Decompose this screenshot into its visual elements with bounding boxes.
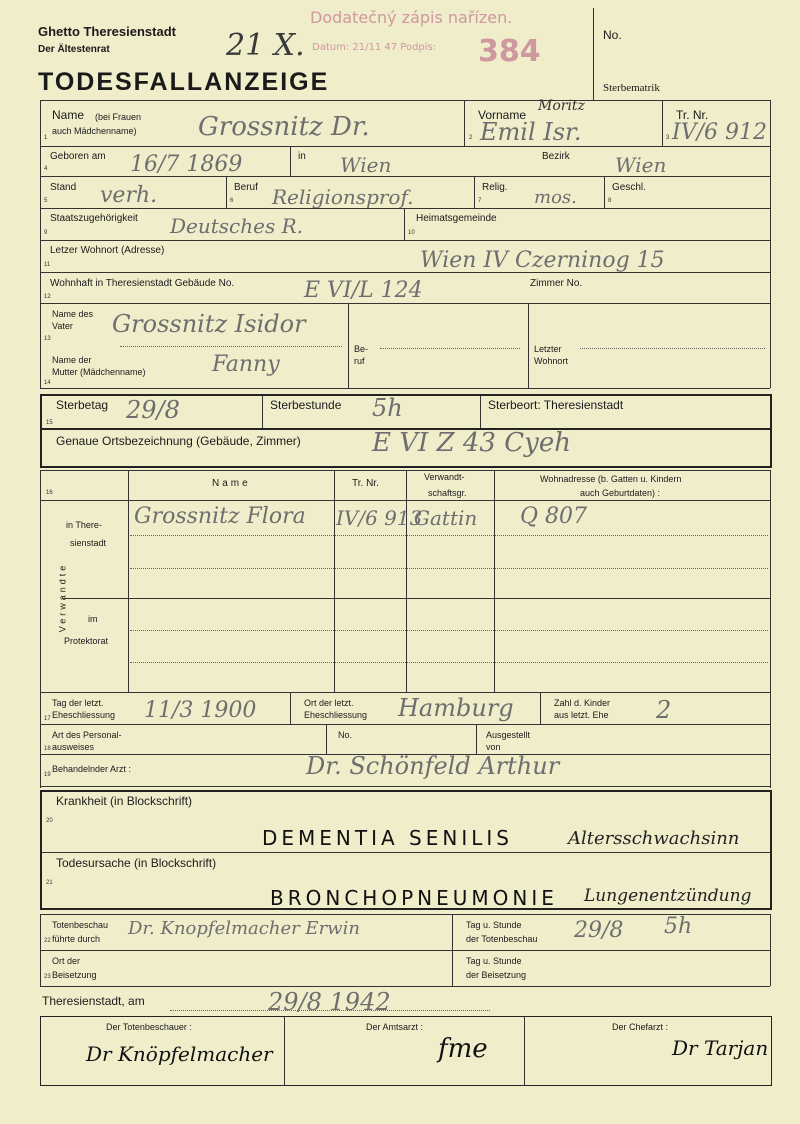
sterbeort-label: Sterbeort: Theresienstadt <box>488 398 624 412</box>
name-label-sub1: (bei Frauen <box>95 112 142 122</box>
ehe-ort-label-2: Eheschliessung <box>304 710 368 720</box>
theresienstadt-am-value: 29/8 1942 <box>268 988 391 1016</box>
row-number: 4 <box>44 166 48 172</box>
in-theresienstadt-2: sienstadt <box>70 538 107 548</box>
todesursache-label: Todesursache (in Blockschrift) <box>56 856 217 870</box>
beisetzung-ort-label-2: Beisetzung <box>52 970 97 980</box>
wohnort-label: Letzer Wohnort (Adresse) <box>50 245 165 256</box>
bezirk-label: Bezirk <box>542 151 570 162</box>
row-number: 7 <box>478 198 482 204</box>
vorname-label: Vorname <box>478 108 527 122</box>
relig-value: mos. <box>534 187 577 208</box>
row-number: 3 <box>666 135 670 141</box>
beisetzung-tag-label-2: der Beisetzung <box>466 970 527 980</box>
signature-2-label: Der Amtsarzt : <box>366 1022 424 1032</box>
relatives-side-label: Verwandte <box>57 562 68 633</box>
wohnort-value: Wien IV Czerninog 15 <box>420 248 665 273</box>
staat-label: Staatszugehörigkeit <box>50 213 138 224</box>
krankheit-label: Krankheit (in Blockschrift) <box>56 794 193 808</box>
ausgestellt-label-2: von <box>486 742 501 752</box>
geboren-label: Geboren am <box>50 151 106 162</box>
relatives-verw-col-2: schaftsgr. <box>428 488 467 498</box>
vorname-value: Emil Isr. <box>480 118 582 146</box>
relative-1-relation: Gattin <box>414 506 478 530</box>
parents-wohnort-label-2: Wohnort <box>534 356 568 366</box>
org-line-2: Der Ältestenrat <box>38 44 110 55</box>
row-number: 18 <box>44 746 51 752</box>
registration-stamp-date: Datum: 21/11 47 Podpis: <box>312 42 437 53</box>
trnr-label: Tr. Nr. <box>676 108 709 122</box>
relative-1-name: Grossnitz Flora <box>134 504 306 529</box>
signature-3: Dr Tarjan <box>672 1036 769 1060</box>
sterbetag-label: Sterbetag <box>56 398 109 412</box>
registration-stamp-number: 384 <box>478 34 541 69</box>
beschau-label-2: führte durch <box>52 934 101 944</box>
ortsbezeichnung-label: Genaue Ortsbezeichnung (Gebäude, Zimmer) <box>56 434 301 448</box>
relative-1-address: Q 807 <box>520 504 588 529</box>
row-number: 23 <box>44 974 51 980</box>
stand-label: Stand <box>50 182 77 193</box>
parents-beruf-label-1: Be- <box>354 344 369 354</box>
mutter-value: Fanny <box>212 352 280 377</box>
beisetzung-tag-label-1: Tag u. Stunde <box>466 956 522 966</box>
handwritten-number: 21 X. <box>226 28 305 63</box>
sterbetag-value: 29/8 <box>126 396 180 424</box>
row-number: 16 <box>46 490 53 496</box>
no-label: No. <box>603 28 622 42</box>
row-number: 1 <box>44 135 48 141</box>
row-number: 8 <box>608 198 612 204</box>
krankheit-value: DEMENTIA SENILIS <box>262 826 513 850</box>
wohnhaft-label: Wohnhaft in Theresienstadt Gebäude No. <box>50 278 235 289</box>
relative-1-trnr: IV/6 913 <box>336 506 423 530</box>
row-number: 22 <box>44 938 51 944</box>
protektorat-label: Protektorat <box>64 636 109 646</box>
row-number: 5 <box>44 198 48 204</box>
vater-label-1: Name des <box>52 309 94 319</box>
org-line-1: Ghetto Theresienstadt <box>38 24 176 39</box>
row-number: 21 <box>46 880 53 886</box>
ehe-ort-value: Hamburg <box>398 694 514 722</box>
ausgestellt-label-1: Ausgestellt <box>486 730 531 740</box>
totenbeschau-tag-label-2: der Totenbeschau <box>466 934 538 944</box>
row-number: 11 <box>44 262 51 268</box>
im-label: im <box>88 614 98 624</box>
theresienstadt-am-label: Theresienstadt, am <box>42 994 145 1008</box>
staat-value: Deutsches R. <box>170 214 304 238</box>
sterbestunde-label: Sterbestunde <box>270 398 342 412</box>
in-theresienstadt-1: in There- <box>66 520 102 530</box>
ausweis-art-label-1: Art des Personal- <box>52 730 122 740</box>
row-number: 15 <box>46 420 53 426</box>
relatives-name-col: Name <box>212 478 251 489</box>
row-number: 20 <box>46 818 53 824</box>
relatives-verw-col-1: Verwandt- <box>424 472 465 482</box>
row-number: 6 <box>230 198 234 204</box>
todesursache-note: Lungenentzündung <box>584 886 752 906</box>
zimmer-label: Zimmer No. <box>530 278 583 289</box>
kinder-label-1: Zahl d. Kinder <box>554 698 611 708</box>
in-label: in <box>298 151 306 162</box>
row-number: 12 <box>44 294 51 300</box>
ausweis-no-label: No. <box>338 730 353 740</box>
name-label: Name <box>52 108 85 122</box>
signature-2: fme <box>438 1034 488 1064</box>
beisetzung-ort-label-1: Ort der <box>52 956 81 966</box>
row-number: 19 <box>44 772 51 778</box>
relatives-wohn-col-1: Wohnadresse (b. Gatten u. Kindern <box>540 474 682 484</box>
vorname-extra: Moritz <box>538 98 585 114</box>
relatives-trnr-col: Tr. Nr. <box>352 478 379 489</box>
ehe-tag-label-2: Eheschliessung <box>52 710 116 720</box>
name-label-sub2: auch Mädchenname) <box>52 126 137 136</box>
in-value: Wien <box>340 153 392 177</box>
signature-1: Dr Knöpfelmacher <box>86 1042 273 1066</box>
row-number: 14 <box>44 380 51 386</box>
mutter-label-1: Name der <box>52 355 92 365</box>
vater-label-2: Vater <box>52 321 73 331</box>
heimat-label: Heimatsgemeinde <box>416 213 497 224</box>
parents-beruf-label-2: ruf <box>354 356 365 366</box>
relig-label: Relig. <box>482 182 508 193</box>
sterbematrik-label: Sterbematrik <box>603 82 660 94</box>
krankheit-note: Altersschwachsinn <box>568 828 740 849</box>
bezirk-value: Wien <box>615 153 667 177</box>
ehe-ort-label-1: Ort der letzt. <box>304 698 354 708</box>
geschl-label: Geschl. <box>612 182 646 193</box>
ortsbezeichnung-value: E VI Z 43 Cyeh <box>372 428 571 458</box>
kinder-label-2: aus letzt. Ehe <box>554 710 609 720</box>
row-number: 9 <box>44 230 48 236</box>
row-number: 10 <box>408 230 415 236</box>
beruf-label: Beruf <box>234 182 258 193</box>
name-value: Grossnitz Dr. <box>198 112 370 142</box>
arzt-label: Behandelnder Arzt : <box>52 764 132 774</box>
registration-stamp-line: Dodatečný zápis nařízen. <box>310 8 513 27</box>
mutter-label-2: Mutter (Mädchenname) <box>52 367 146 377</box>
form-title: TODESFALLANZEIGE <box>38 68 330 96</box>
totenbeschau-tag-value: 29/8 <box>574 918 624 943</box>
vater-value: Grossnitz Isidor <box>112 310 306 338</box>
ehe-tag-value: 11/3 1900 <box>144 698 257 723</box>
signature-1-label: Der Totenbeschauer : <box>106 1022 192 1032</box>
geboren-value: 16/7 1869 <box>130 152 243 177</box>
trnr-value: IV/6 912 <box>672 120 767 145</box>
beschau-value: Dr. Knopfelmacher Erwin <box>128 918 360 939</box>
beruf-value: Religionsprof. <box>272 185 414 209</box>
totenbeschau-tag-label-1: Tag u. Stunde <box>466 920 522 930</box>
arzt-value: Dr. Schönfeld Arthur <box>306 752 560 780</box>
row-number: 13 <box>44 336 51 342</box>
row-number: 2 <box>469 135 473 141</box>
wohnhaft-value: E VI/L 124 <box>304 278 423 303</box>
relatives-wohn-col-2: auch Geburtdaten) : <box>580 488 661 498</box>
stand-value: verh. <box>100 183 158 208</box>
todesursache-value: BRONCHOPNEUMONIE <box>270 886 558 910</box>
kinder-value: 2 <box>656 696 672 724</box>
parents-wohnort-label-1: Letzter <box>534 344 562 354</box>
ehe-tag-label-1: Tag der letzt. <box>52 698 104 708</box>
sterbestunde-value: 5h <box>372 394 403 422</box>
row-number: 17 <box>44 716 51 722</box>
signature-3-label: Der Chefarzt : <box>612 1022 669 1032</box>
ausweis-art-label-2: ausweises <box>52 742 95 752</box>
beschau-label-1: Totenbeschau <box>52 920 109 930</box>
totenbeschau-hour: 5h <box>664 914 693 939</box>
